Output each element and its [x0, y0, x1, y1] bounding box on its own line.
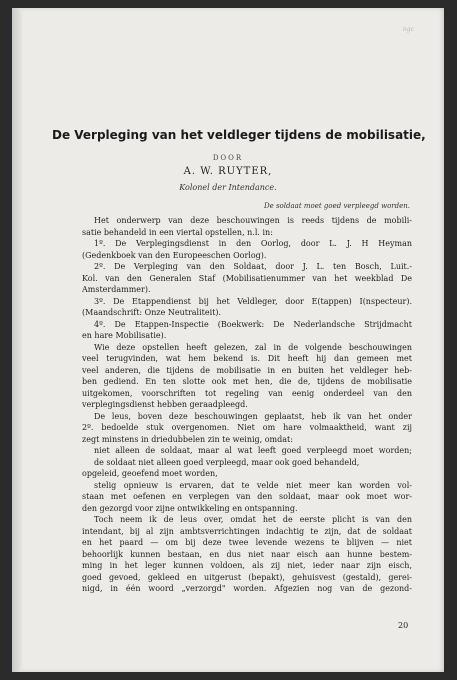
text-line: en het paard — om bij deze twee levende wezens te blijven — niet	[82, 538, 412, 547]
text-line: intendant, bij al zijn ambtsverrichtingen indachtig te zijn, dat de soldaat	[82, 526, 412, 536]
book-page	[12, 8, 444, 672]
text-line: den gezorgd voor zijne ontwikkeling en ontspanning.	[82, 503, 298, 513]
text-line: niet alleen de soldaat, maar al wat leeft goed verpleegd moet worden;	[94, 446, 412, 455]
text-line: Het onderwerp van deze beschouwingen is reeds tijdens de mobili-	[94, 216, 412, 225]
page-number-bottom: 20	[398, 621, 409, 630]
motto: De soldaat moet goed verpleegd worden.	[263, 202, 410, 210]
text-line: uitgekomen, voorschriften tot regeling van eenig onderdeel van den	[82, 388, 412, 398]
text-line: goed gevoed, gekleed en uitgerust (bepakt), gehuisvest (gestald), gerei-	[82, 572, 412, 582]
article-title: De Verpleging van het veldleger tijdens de mobilisatie,	[52, 128, 426, 142]
text-line: nigd, in één woord „verzorgd" worden. Afgezien nog van de gezond-	[82, 584, 412, 593]
text-line: (Gedenkboek van den Europeeschen Oorlog).	[82, 250, 267, 260]
page-binding-shadow	[12, 8, 22, 672]
page-number-top: ngc	[402, 26, 414, 33]
text-line: opgeleid, geoefend moet worden,	[82, 469, 218, 478]
text-line: Wie deze opstellen heeft gelezen, zal in de volgende beschouwingen	[94, 342, 412, 352]
article-body	[82, 215, 412, 595]
text-line: 4º. De Etappen-Inspectie (Boekwerk: De Nederlandsche Strijdmacht	[94, 319, 412, 329]
text-line: satie behandeld in een viertal opstellen, n.l. in:	[82, 227, 273, 237]
author-name: A. W. RUYTER,	[183, 166, 273, 177]
text-line: de soldaat niet alleen goed verpleegd, maar ook goed behandeld,	[94, 457, 360, 467]
text-line: Toch neem ik de leus over, omdat het de eerste plicht is van den	[94, 515, 412, 524]
text-line: Kol. van den Generalen Staf (Mobilisatienummer van het weekblad De	[82, 273, 412, 283]
byline: DOOR	[212, 154, 244, 162]
text-line: stelig opnieuw is ervaren, dat te velde niet meer kan worden vol-	[94, 480, 412, 490]
text-line: en hare Mobilisatie).	[82, 331, 167, 340]
text-line: 3º. De Etappendienst bij het Veldleger, door E(tappen) I(nspecteur).	[94, 296, 412, 306]
text-line: zegt minstens in driedubbelen zin te weinig, omdat:	[82, 434, 293, 444]
text-line: veel terugvinden, wat hem bekend is. Dit heeft hij dan gemeen met	[82, 354, 412, 363]
text-line: Amsterdammer).	[82, 285, 151, 294]
text-line: 1º. De Verplegingsdienst in den Oorlog, door L. J. H Heyman	[94, 239, 412, 248]
text-line: ming in het leger kunnen voldoen, als zij niet, ieder naar zijn eisch,	[82, 561, 412, 570]
text-line: 2º. bedoelde stuk overgenomen. Niet om hare volmaaktheid, want zij	[82, 423, 412, 432]
text-line: behoorlijk kunnen bestaan, en dus niet naar eisch aan hunne bestem-	[82, 549, 412, 559]
text-line: ben gediend. En ten slotte ook met hen, die de, tijdens de mobilisatie	[82, 377, 412, 386]
author-role: Kolonel der Intendance.	[179, 183, 277, 192]
text-line: verplegingsdienst hebben geraadpleegd.	[82, 400, 248, 409]
text-line: 2º. De Verpleging van den Soldaat, door J. L. ten Bosch, Luit.-	[94, 262, 412, 271]
text-line: staan met oefenen en verplegen van den soldaat, maar ook moet wor-	[82, 492, 412, 501]
text-line: (Maandschrift: Onze Neutraliteit).	[82, 308, 222, 317]
text-line: De leus, boven deze beschouwingen geplaatst, heb ik van het onder	[94, 411, 412, 421]
text-line: veel anderen, die tijdens de mobilisatie in en buiten het veldleger heb-	[82, 365, 412, 375]
